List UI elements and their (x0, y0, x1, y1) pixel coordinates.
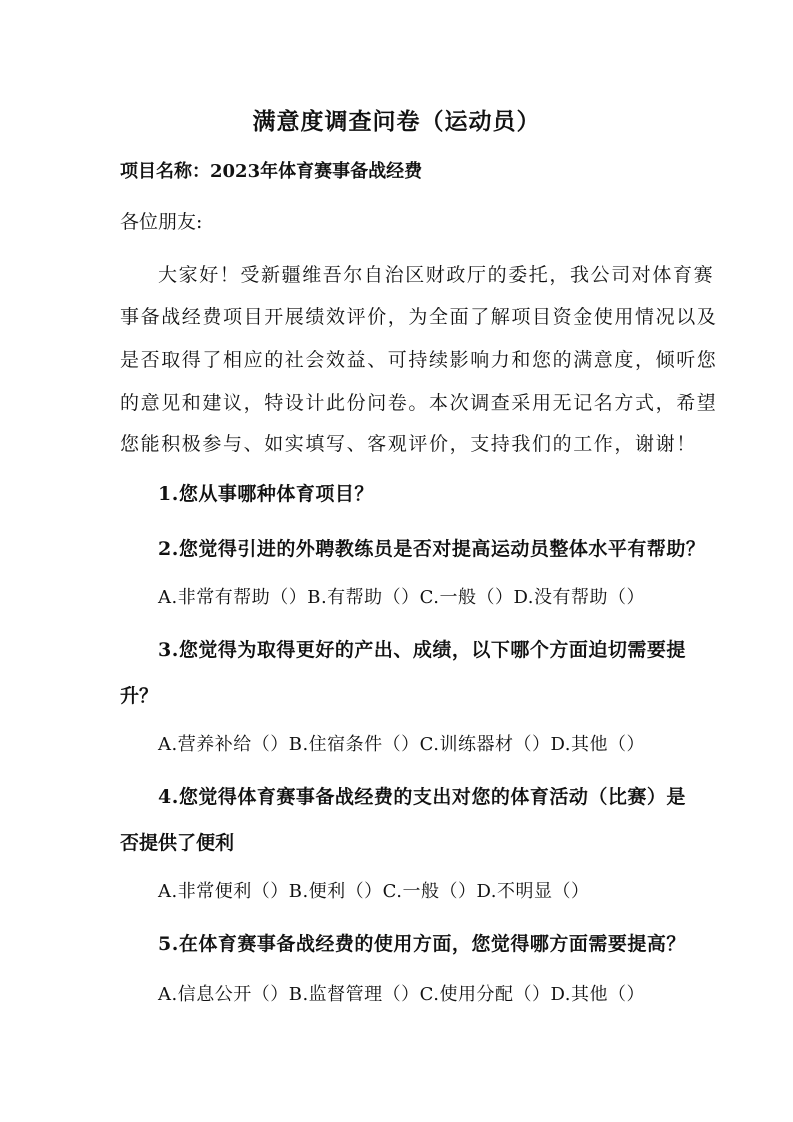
page-title: 满意度调查问卷（运动员） (252, 108, 541, 135)
question-4: 4.您觉得体育赛事备战经费的支出对您的体育活动（比赛）是 (158, 786, 686, 808)
intro-line: 事备战经费项目开展绩效评价，为全面了解项目资金使用情况以及 (120, 306, 718, 328)
intro-line: 大家好！受新疆维吾尔自治区财政厅的委托，我公司对体育赛 (158, 264, 715, 286)
question-4-options: A.非常便利（）B.便利（）C.一般（）D.不明显（） (158, 881, 590, 902)
question-3-continued: 升？ (120, 685, 159, 707)
intro-line: 的意见和建议，特设计此份问卷。本次调查采用无记名方式，希望 (120, 392, 718, 414)
question-5-options: A.信息公开（）B.监督管理（）C.使用分配（）D.其他（） (158, 984, 646, 1005)
question-3-options: A.营养补给（）B.住宿条件（）C.训练器材（）D.其他（） (158, 734, 646, 755)
question-1: 1.您从事哪种体育项目？ (158, 483, 374, 505)
project-name: 项目名称：2023年体育赛事备战经费 (120, 161, 423, 182)
question-2-options: A.非常有帮助（）B.有帮助（）C.一般（）D.没有帮助（） (158, 587, 646, 608)
intro-line: 您能积极参与、如实填写、客观评价，支持我们的工作，谢谢！ (120, 433, 697, 455)
question-5: 5.在体育赛事备战经费的使用方面，您觉得哪方面需要提高？ (158, 933, 686, 955)
question-4-continued: 否提供了便利 (120, 832, 235, 854)
question-3: 3.您觉得为取得更好的产出、成绩，以下哪个方面迫切需要提 (158, 639, 686, 661)
intro-line: 是否取得了相应的社会效益、可持续影响力和您的满意度，倾听您 (120, 349, 718, 371)
greeting: 各位朋友: (120, 211, 203, 233)
question-2: 2.您觉得引进的外聘教练员是否对提高运动员整体水平有帮助？ (158, 538, 706, 560)
